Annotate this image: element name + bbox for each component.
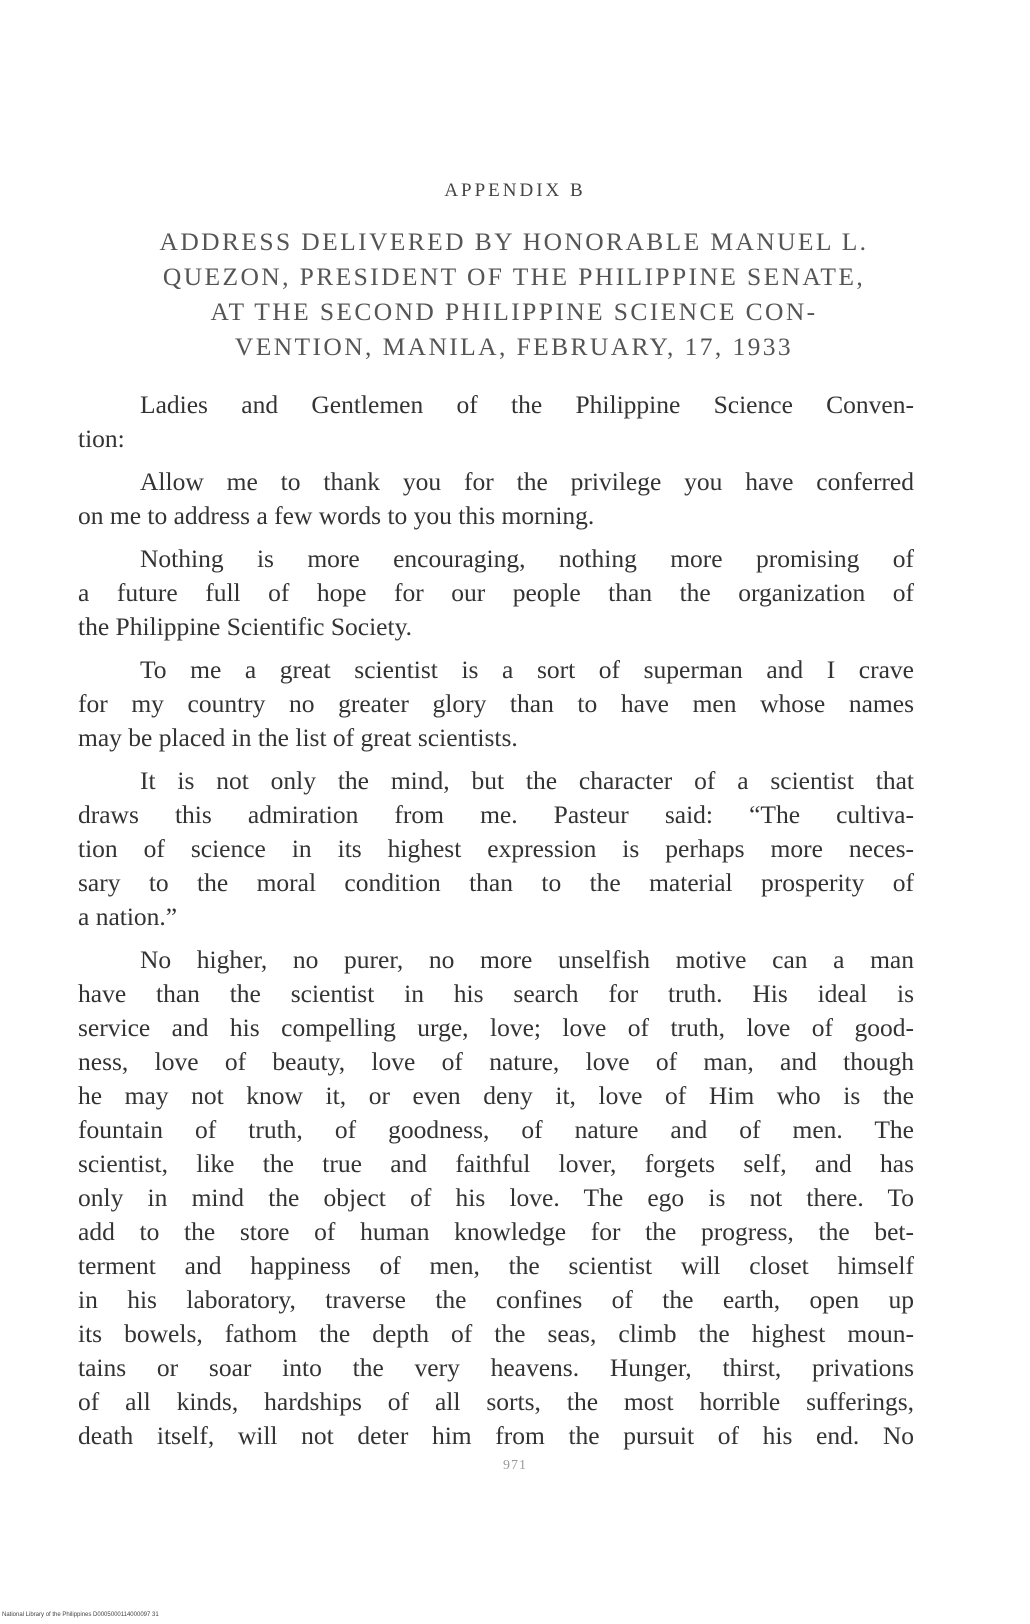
text-line: terment and happiness of men, the scientist will closet himself xyxy=(78,1251,914,1280)
text-line: tion: xyxy=(78,424,125,453)
paragraph xyxy=(78,943,914,1453)
paragraph xyxy=(78,465,914,533)
text-line: of all kinds, hardships of all sorts, the most horrible sufferings, xyxy=(78,1387,914,1416)
text-line: the Philippine Scientific Society. xyxy=(78,612,413,641)
paragraph xyxy=(78,653,914,755)
text-line: a nation.” xyxy=(78,902,178,931)
paragraph-gap xyxy=(78,456,914,465)
text-line: Nothing is more encouraging, nothing more promising of xyxy=(140,544,914,573)
text-line: sary to the moral condition than to the material prosperity of xyxy=(78,868,914,897)
text-line: death itself, will not deter him from the pursuit of his end. No xyxy=(78,1421,914,1450)
text-line: draws this admiration from me. Pasteur said: “The cultiva- xyxy=(78,800,914,829)
text-line: service and his compelling urge, love; love of truth, love of good- xyxy=(78,1013,914,1042)
text-line: for my country no greater glory than to have men whose names xyxy=(78,689,914,718)
title-line: ADDRESS DELIVERED BY HONORABLE MANUEL L. xyxy=(159,227,869,256)
title-line: QUEZON, PRESIDENT OF THE PHILIPPINE SENATE, xyxy=(162,262,866,291)
text-line: a future full of hope for our people than the organization of xyxy=(78,578,914,607)
text-line: scientist, like the true and faithful lover, forgets self, and has xyxy=(78,1149,914,1178)
paragraph-gap xyxy=(78,934,914,943)
paragraph xyxy=(78,764,914,934)
paragraph-gap xyxy=(78,644,914,653)
text-line: have than the scientist in his search for truth. His ideal is xyxy=(78,979,914,1008)
paragraph xyxy=(78,388,914,456)
appendix-label: APPENDIX B xyxy=(444,180,586,201)
text-line: its bowels, fathom the depth of the seas, climb the highest moun- xyxy=(78,1319,914,1348)
text-line: fountain of truth, of goodness, of nature and of men. The xyxy=(78,1115,914,1144)
text-line: in his laboratory, traverse the confines of the earth, open up xyxy=(78,1285,914,1314)
paragraph-gap xyxy=(78,755,914,764)
text-line: Ladies and Gentlemen of the Philippine Science Conven- xyxy=(140,390,914,419)
text-line: add to the store of human knowledge for the progress, the bet- xyxy=(78,1217,914,1246)
text-line: tion of science in its highest expression is perhaps more neces- xyxy=(78,834,914,863)
text-line: No higher, no purer, no more unselfish motive can a man xyxy=(140,945,914,974)
text-line: Allow me to thank you for the privilege you have conferred xyxy=(140,467,914,496)
text-line: may be placed in the list of great scientists. xyxy=(78,723,518,752)
text-line: ness, love of beauty, love of nature, love of man, and though xyxy=(78,1047,914,1076)
page-number: 971 xyxy=(503,1458,527,1473)
title-line: AT THE SECOND PHILIPPINE SCIENCE CON- xyxy=(210,297,818,326)
text-line: It is not only the mind, but the character of a scientist that xyxy=(140,766,914,795)
text-line: he may not know it, or even deny it, love of Him who is the xyxy=(78,1081,914,1110)
speech-body xyxy=(78,388,914,1453)
text-line: only in mind the object of his love. The ego is not there. To xyxy=(78,1183,914,1212)
text-line: tains or soar into the very heavens. Hunger, thirst, privations xyxy=(78,1353,914,1382)
scan-credit: National Library of the Philippines D0005000114000097 31 xyxy=(2,1612,159,1618)
text-line: To me a great scientist is a sort of superman and I crave xyxy=(140,655,914,684)
title-line: VENTION, MANILA, FEBRUARY, 17, 1933 xyxy=(234,332,794,361)
address-title xyxy=(74,224,954,364)
text-line: on me to address a few words to you this morning. xyxy=(78,501,595,530)
paragraph xyxy=(78,542,914,644)
paragraph-gap xyxy=(78,533,914,542)
